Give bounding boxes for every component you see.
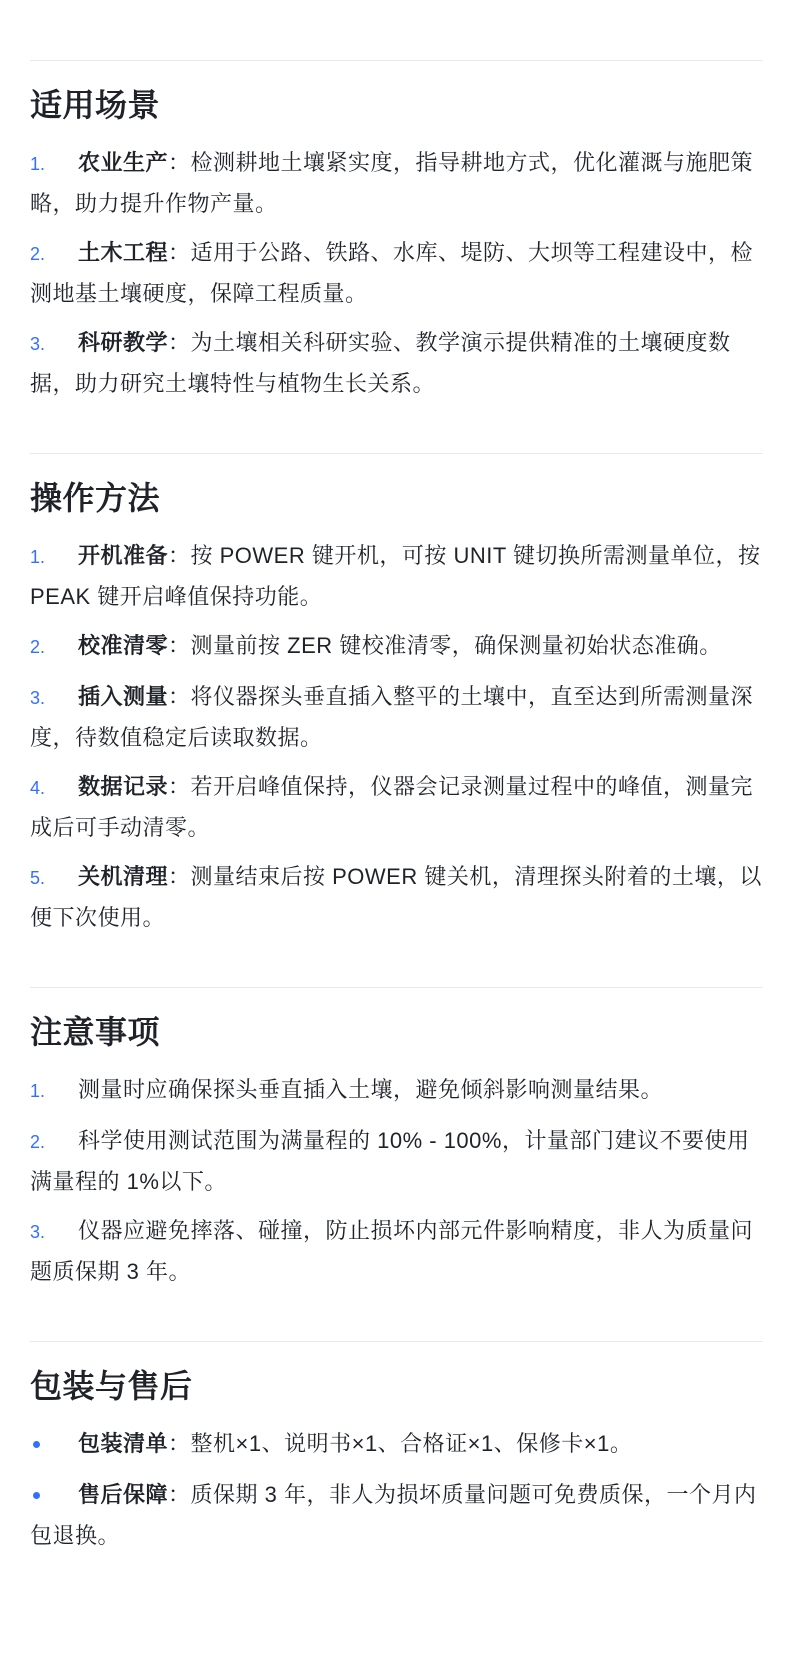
item-text: 仪器应避免摔落、碰撞，防止损坏内部元件影响精度，非人为质量问题质保期 3 年。 [30, 1218, 754, 1284]
bullet-icon [33, 1441, 40, 1448]
item-text: ：按 POWER 键开机，可按 UNIT 键切换所需测量单位，按 PEAK 键开启峰值保持功能。 [30, 543, 761, 609]
item-term: 关机清理 [78, 864, 169, 889]
list-item [30, 626, 763, 667]
section-divider [30, 987, 763, 988]
list-number: 2. [30, 1132, 46, 1152]
item-term: 校准清零 [78, 633, 169, 658]
list-number: 2. [30, 244, 46, 264]
section-usage-scenarios [30, 60, 763, 403]
section-heading: 操作方法 [30, 480, 161, 516]
list-number: 1. [30, 547, 46, 567]
item-term: 科研教学 [78, 330, 169, 355]
list-item [30, 536, 763, 616]
item-text: ：适用于公路、铁路、水库、堤防、大坝等工程建设中，检测地基土壤硬度，保障工程质量。 [30, 240, 754, 306]
list-number: 4. [30, 778, 46, 798]
bullet-marker [30, 1477, 78, 1516]
list-number: 2. [30, 637, 46, 657]
item-text: 科学使用测试范围为满量程的 10% - 100%，计量部门建议不要使用满量程的 1%以下。 [30, 1128, 750, 1194]
list-number: 3. [30, 334, 46, 354]
list-item [30, 1121, 763, 1201]
list-item [30, 677, 763, 757]
item-text: ：将仪器探头垂直插入整平的土壤中，直至达到所需测量深度，待数值稳定后读取数据。 [30, 684, 754, 750]
list-number: 5. [30, 868, 46, 888]
item-term: 开机准备 [78, 543, 169, 568]
section-packaging-aftersales [30, 1341, 763, 1555]
section-heading: 适用场景 [30, 87, 161, 123]
section-heading: 包装与售后 [30, 1368, 193, 1404]
list-number: 1. [30, 154, 46, 174]
item-term: 售后保障 [78, 1482, 169, 1507]
list-number: 3. [30, 1222, 46, 1242]
list-item [30, 143, 763, 223]
item-text: ：整机×1、说明书×1、合格证×1、保修卡×1。 [168, 1431, 633, 1456]
section-heading: 注意事项 [30, 1014, 161, 1050]
list-number: 1. [30, 1081, 46, 1101]
list-item [30, 323, 763, 403]
item-text: ：检测耕地土壤紧实度，指导耕地方式，优化灌溉与施肥策略，助力提升作物产量。 [30, 150, 754, 216]
list-item [30, 1211, 763, 1291]
list-item [30, 1475, 763, 1555]
bullet-marker [30, 1426, 78, 1465]
section-divider [30, 1341, 763, 1342]
item-term: 土木工程 [78, 240, 169, 265]
bullet-icon [33, 1492, 40, 1499]
list-number: 3. [30, 688, 46, 708]
item-term: 农业生产 [78, 150, 169, 175]
section-divider [30, 453, 763, 454]
item-term: 包装清单 [78, 1431, 169, 1456]
product-description-document [0, 60, 791, 1555]
list-item [30, 1424, 763, 1465]
item-text: ：质保期 3 年，非人为损坏质量问题可免费质保，一个月内包退换。 [30, 1482, 757, 1548]
item-text: ：为土壤相关科研实验、教学演示提供精准的土壤硬度数据，助力研究土壤特性与植物生长关系。 [30, 330, 731, 396]
list-item [30, 857, 763, 937]
section-divider [30, 60, 763, 61]
item-text: ：若开启峰值保持，仪器会记录测量过程中的峰值，测量完成后可手动清零。 [30, 774, 754, 840]
section-precautions [30, 987, 763, 1291]
section-operation-method [30, 453, 763, 937]
list-item [30, 1070, 763, 1111]
item-text: ：测量前按 ZER 键校准清零，确保测量初始状态准确。 [168, 633, 722, 658]
item-text: ：测量结束后按 POWER 键关机，清理探头附着的土壤，以便下次使用。 [30, 864, 762, 930]
list-item [30, 767, 763, 847]
item-text: 测量时应确保探头垂直插入土壤，避免倾斜影响测量结果。 [78, 1077, 664, 1102]
list-item [30, 233, 763, 313]
item-term: 数据记录 [78, 774, 169, 799]
item-term: 插入测量 [78, 684, 169, 709]
